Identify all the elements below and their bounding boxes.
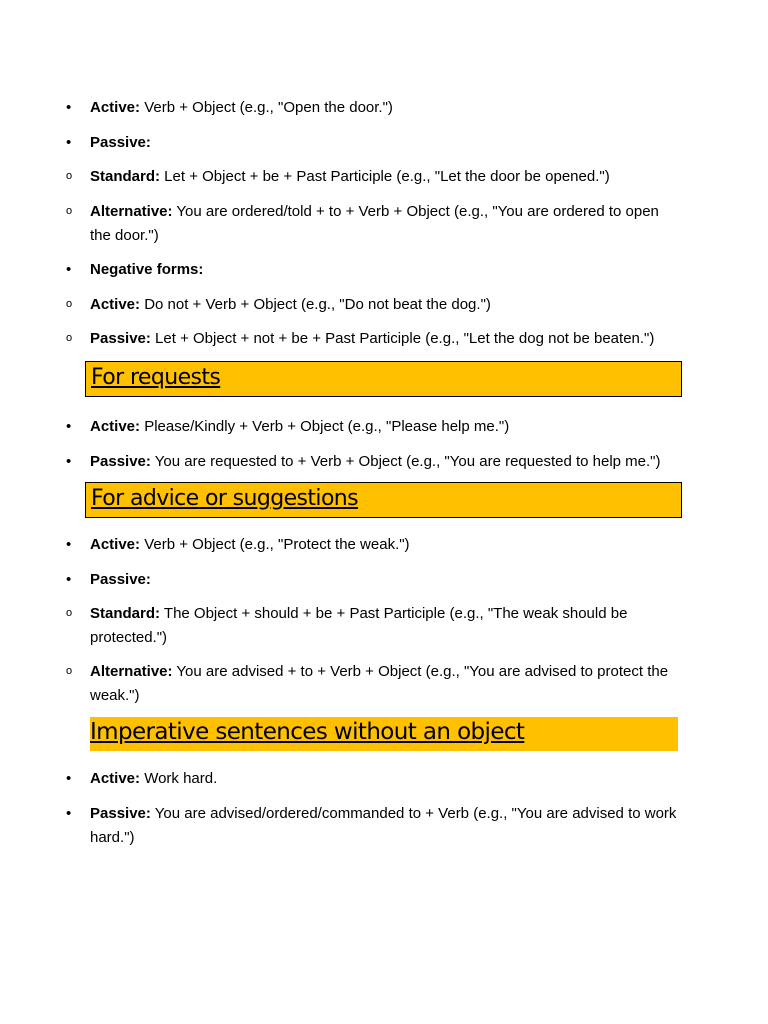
item-body: The Object + should + be + Past Participle (e.g., "The weak should be protected.") (90, 605, 628, 646)
item-body: Please/Kindly + Verb + Object (e.g., "Please help me.") (140, 418, 510, 435)
item-body: Verb + Object (e.g., "Open the door.") (140, 99, 393, 116)
item-label: Active: (90, 536, 141, 553)
bullet-circle (66, 200, 78, 223)
item-body: Do not + Verb + Object (e.g., "Do not beat the dog.") (140, 296, 491, 313)
bullet-disc (66, 568, 78, 591)
item-label: Passive: (90, 571, 151, 588)
item-body: Verb + Object (e.g., "Protect the weak.") (140, 536, 410, 553)
bullet-circle (66, 165, 78, 188)
bullet-circle (66, 327, 78, 350)
list-item-text (90, 96, 680, 120)
list-item-text (90, 258, 680, 282)
item-label: Alternative: (90, 203, 173, 220)
item-label: Active: (90, 770, 141, 787)
item-label: Passive: (90, 134, 151, 151)
item-body: You are advised + to + Verb + Object (e.g., "You are advised to protect the weak.") (90, 663, 669, 704)
bullet-disc (66, 258, 78, 281)
item-label: Active: (90, 418, 141, 435)
section-heading-advice (85, 482, 682, 518)
heading-text: Imperative sentences without an object (90, 719, 525, 745)
bullet-disc (66, 131, 78, 154)
item-label: Standard: (90, 605, 161, 622)
bullet-disc (66, 96, 78, 119)
list-item-text (90, 415, 680, 439)
bullet-circle (66, 660, 78, 683)
list-item-text (90, 767, 680, 791)
item-body: Work hard. (140, 770, 218, 787)
list-item-text (90, 200, 680, 247)
list-item-text (90, 450, 680, 474)
bullet-circle (66, 293, 78, 316)
item-label: Passive: (90, 453, 151, 470)
item-body: You are requested to + Verb + Object (e.g., "You are requested to help me.") (150, 453, 661, 470)
bullet-disc (66, 450, 78, 473)
item-body: You are advised/ordered/commanded to + Verb (e.g., "You are advised to work hard.") (90, 805, 677, 846)
list-item-text (90, 533, 680, 557)
item-body: You are ordered/told + to + Verb + Object (e.g., "You are ordered to open the door.") (90, 203, 659, 244)
item-label: Active: (90, 99, 141, 116)
section-heading-requests (85, 361, 682, 397)
item-label: Passive: (90, 330, 151, 347)
item-label: Active: (90, 296, 141, 313)
list-item-text (90, 293, 680, 317)
item-label: Alternative: (90, 663, 173, 680)
section-heading-no-object (90, 717, 678, 751)
item-label: Standard: (90, 168, 161, 185)
list-item-text (90, 165, 680, 189)
list-item-text (90, 568, 680, 592)
list-item-text (90, 802, 680, 849)
list-item-text (90, 327, 680, 351)
heading-text: For advice or suggestions (91, 486, 359, 511)
list-item-text (90, 660, 680, 707)
list-item-text (90, 602, 680, 649)
list-item-text (90, 131, 680, 155)
bullet-disc (66, 802, 78, 825)
bullet-disc (66, 415, 78, 438)
item-body: Let + Object + not + be + Past Participle (e.g., "Let the dog not be beaten.") (150, 330, 655, 347)
item-label: Passive: (90, 805, 151, 822)
bullet-circle (66, 602, 78, 625)
bullet-disc (66, 767, 78, 790)
heading-text: For requests (91, 365, 221, 390)
item-label: Negative forms: (90, 261, 204, 278)
item-body: Let + Object + be + Past Participle (e.g., "Let the door be opened.") (160, 168, 610, 185)
bullet-disc (66, 533, 78, 556)
